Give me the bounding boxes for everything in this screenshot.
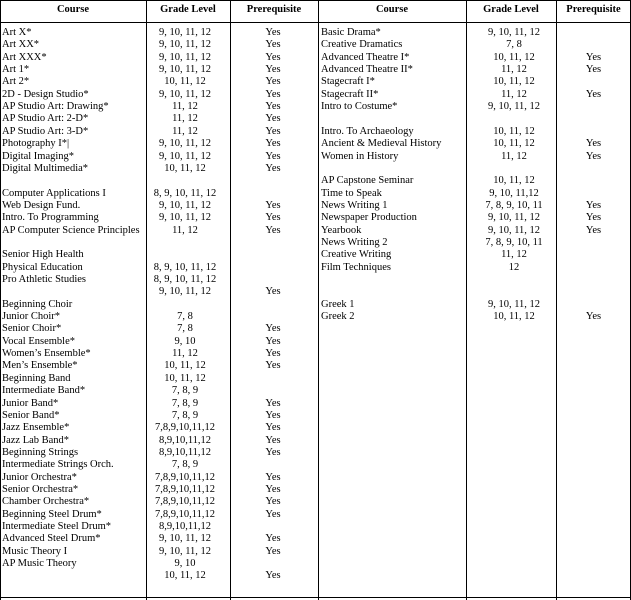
grade-level-cell: 11, 12	[172, 224, 198, 236]
grade-level-cell: 8, 9, 10, 11, 12	[153, 261, 217, 273]
table-row	[0, 249, 631, 261]
course-cell: Art 2*	[2, 76, 30, 88]
prerequisite-cell: Yes	[265, 446, 281, 458]
table-row	[0, 348, 631, 360]
course-cell: Junior Orchestra*	[2, 471, 77, 483]
grade-level-cell: 7,8,9,10,11,12	[155, 508, 215, 520]
grade-level-cell: 7, 8, 9, 10, 11	[485, 199, 543, 211]
table-row	[0, 385, 631, 397]
table-row	[0, 459, 631, 471]
course-cell: Advanced Theatre II*	[321, 64, 413, 76]
header-prereq-left: Prerequisite	[246, 4, 302, 15]
course-cell: Newspaper Production	[321, 212, 417, 224]
prerequisite-cell: Yes	[265, 125, 281, 137]
prerequisite-cell: Yes	[265, 76, 281, 88]
grade-level-cell: 9, 10, 11, 12	[158, 51, 212, 63]
grade-level-cell: 9, 10, 11, 12	[487, 101, 541, 113]
grade-level-cell: 10, 11, 12	[164, 570, 206, 582]
header-grade-left: Grade Level	[160, 4, 216, 15]
prerequisite-cell: Yes	[585, 150, 602, 162]
table-row	[0, 336, 631, 348]
prerequisite-cell: Yes	[265, 323, 281, 335]
course-cell: Digital Multimedia*	[2, 162, 89, 174]
grade-level-cell: 9, 10	[174, 558, 196, 570]
course-cell: Intro to Costume*	[321, 101, 398, 113]
prerequisite-cell: Yes	[265, 533, 281, 545]
table-row	[0, 472, 631, 484]
header-course-left: Course	[56, 4, 90, 15]
course-cell: Beginning Choir	[2, 298, 73, 310]
table-row	[0, 237, 631, 249]
prerequisite-cell: Yes	[585, 311, 602, 323]
grade-level-cell: 9, 10, 11, 12	[158, 39, 212, 51]
prerequisite-cell: Yes	[265, 422, 281, 434]
prerequisite-cell: Yes	[585, 199, 602, 211]
table-row	[0, 39, 631, 51]
prerequisite-cell: Yes	[585, 64, 602, 76]
table-row	[0, 76, 631, 88]
grade-level-cell: 7,8,9,10,11,12	[155, 496, 215, 508]
course-cell: Intermediate Band*	[2, 385, 86, 397]
table-row	[0, 496, 631, 508]
prerequisite-cell: Yes	[265, 39, 281, 51]
table-row	[0, 151, 631, 163]
grade-level-cell: 7,8,9,10,11,12	[155, 483, 215, 495]
table-row	[0, 89, 631, 101]
header-divider	[0, 22, 631, 23]
table-row	[0, 126, 631, 138]
prerequisite-cell: Yes	[265, 51, 281, 63]
grade-level-cell: 10, 11, 12	[164, 360, 206, 372]
table-row	[0, 212, 631, 224]
grade-level-cell: 11, 12	[501, 150, 527, 162]
grade-level-cell: 8,9,10,11,12	[158, 521, 212, 532]
course-cell: Greek 2	[321, 311, 355, 323]
grade-level-cell: 9, 10, 11, 12	[158, 27, 212, 38]
grade-level-cell: 9, 10, 11, 12	[487, 298, 541, 310]
course-cell: Art XXX*	[2, 51, 47, 63]
prerequisite-cell: Yes	[265, 335, 281, 347]
course-cell: News Writing 1	[321, 199, 388, 211]
header-prereq-right: Prerequisite	[566, 4, 621, 15]
course-cell: Jazz Lab Band*	[2, 434, 70, 446]
course-cell: AP Studio Art: 3-D*	[2, 125, 89, 137]
table-row	[0, 101, 631, 113]
table-row	[0, 262, 631, 274]
table-row	[0, 398, 631, 410]
grade-level-cell: 9, 10, 11, 12	[487, 27, 541, 38]
table-row	[0, 509, 631, 521]
header-grade-right: Grade Level	[483, 4, 539, 15]
course-cell: News Writing 2	[321, 236, 388, 248]
course-cell: Film Techniques	[321, 261, 391, 273]
prerequisite-cell: Yes	[265, 64, 281, 76]
table-row	[0, 533, 631, 545]
table-row	[0, 163, 631, 175]
grade-level-cell: 9, 10, 11, 12	[158, 64, 212, 76]
course-cell: Junior Band*	[2, 397, 59, 409]
grade-level-cell: 12	[508, 261, 520, 273]
prerequisite-cell: Yes	[585, 224, 602, 236]
grade-level-cell: 11, 12	[501, 88, 527, 100]
course-cell: Music Theory I	[2, 545, 68, 557]
course-cell: Men’s Ensemble*	[2, 360, 78, 372]
prerequisite-cell: Yes	[265, 286, 281, 298]
grade-level-cell: 10, 11, 12	[164, 162, 206, 174]
grade-level-cell: 9, 10, 11, 12	[487, 212, 541, 224]
table-row	[0, 52, 631, 64]
grade-level-cell: 10, 11, 12	[164, 76, 206, 88]
table-row	[0, 360, 631, 372]
course-cell: Computer Applications I	[2, 187, 106, 199]
prerequisite-cell: Yes	[265, 397, 281, 409]
table-row	[0, 546, 631, 558]
course-cell: AP Studio Art: 2-D*	[2, 113, 89, 125]
grade-level-cell: 8, 9, 10, 11, 12	[153, 187, 217, 199]
prerequisite-cell: Yes	[265, 212, 281, 224]
grade-level-cell: 9, 10, 11, 12	[158, 212, 212, 224]
grade-level-cell: 11, 12	[172, 348, 198, 360]
grade-level-cell: 7, 8, 9	[171, 459, 199, 471]
course-cell: AP Computer Science Principles	[2, 224, 140, 236]
course-cell: Women’s Ensemble*	[2, 348, 91, 360]
prerequisite-cell: Yes	[265, 471, 281, 483]
prerequisite-cell: Yes	[265, 570, 281, 582]
grade-level-cell: 7,8,9,10,11,12	[155, 422, 215, 434]
grade-level-cell: 7, 8, 9, 10, 11	[485, 236, 543, 248]
table-row	[0, 299, 631, 311]
table-row	[0, 311, 631, 323]
prerequisite-cell: Yes	[265, 101, 281, 113]
course-cell: Time to Speak	[321, 187, 382, 199]
grade-level-cell: 7, 8, 9	[171, 397, 199, 409]
table-row	[0, 286, 631, 298]
course-cell: Stagecraft I*	[321, 76, 375, 88]
grade-level-cell: 7, 8	[177, 323, 193, 335]
course-cell: Yearbook	[321, 224, 362, 236]
prerequisite-cell: Yes	[265, 224, 281, 236]
course-cell: Senior High Health	[2, 249, 84, 261]
course-cell: Intro. To Archaeology	[321, 125, 414, 137]
course-cell: Women in History	[321, 150, 399, 162]
grade-level-cell: 7,8,9,10,11,12	[155, 471, 215, 483]
course-cell: Intermediate Strings Orch.	[2, 459, 114, 471]
table-row	[0, 410, 631, 422]
course-cell: Art X*	[2, 27, 32, 38]
grade-level-cell: 11, 12	[501, 64, 527, 76]
grade-level-cell: 9, 10	[174, 335, 196, 347]
course-cell: Pro Athletic Studies	[2, 274, 86, 285]
table-row	[0, 435, 631, 447]
grade-level-cell: 9, 10, 11, 12	[487, 224, 541, 236]
course-cell: Beginning Band	[2, 372, 71, 384]
grade-level-cell: 9, 10, 11, 12	[158, 88, 212, 100]
table-row	[0, 64, 631, 76]
course-cell: Digital Imaging*	[2, 150, 75, 162]
grade-level-cell: 7, 8, 9	[171, 385, 199, 397]
grade-level-cell: 8, 9, 10, 11, 12	[153, 274, 217, 285]
table-row	[0, 570, 631, 582]
table-row	[0, 484, 631, 496]
prerequisite-cell: Yes	[265, 348, 281, 360]
course-cell: Advanced Steel Drum*	[2, 533, 101, 545]
table-border-bottom	[0, 597, 631, 598]
table-row	[0, 373, 631, 385]
grade-level-cell: 10, 11, 12	[493, 138, 535, 150]
prerequisite-cell: Yes	[585, 138, 602, 150]
grade-level-cell: 11, 12	[501, 249, 527, 261]
grade-level-cell: 7, 8	[177, 311, 193, 323]
grade-level-cell: 9, 10, 11, 12	[158, 533, 212, 545]
course-cell: Junior Choir*	[2, 311, 61, 323]
prerequisite-cell: Yes	[265, 483, 281, 495]
prerequisite-cell: Yes	[585, 212, 602, 224]
grade-level-cell: 8,9,10,11,12	[158, 434, 212, 446]
course-cell: Art XX*	[2, 39, 40, 51]
prerequisite-cell: Yes	[265, 545, 281, 557]
prerequisite-cell: Yes	[265, 360, 281, 372]
grade-level-cell: 9, 10, 11, 12	[158, 545, 212, 557]
prerequisite-cell: Yes	[265, 409, 281, 421]
course-cell: Senior Band*	[2, 409, 60, 421]
course-cell: Vocal Ensemble*	[2, 335, 75, 347]
prerequisite-cell: Yes	[265, 496, 281, 508]
prerequisite-cell: Yes	[265, 162, 281, 174]
course-cell: Photography I*|	[2, 138, 70, 150]
course-cell: Stagecraft II*	[321, 88, 379, 100]
table-row	[0, 323, 631, 335]
prerequisite-cell: Yes	[265, 27, 281, 38]
grade-level-cell: 8,9,10,11,12	[158, 446, 212, 458]
course-cell: AP Music Theory	[2, 558, 77, 570]
course-cell: Ancient & Medieval History	[321, 138, 442, 150]
table-row	[0, 521, 631, 533]
prerequisite-cell: Yes	[265, 138, 281, 150]
grade-level-cell: 10, 11, 12	[493, 125, 535, 137]
prerequisite-cell: Yes	[265, 88, 281, 100]
course-cell: Greek 1	[321, 298, 355, 310]
table-row	[0, 558, 631, 570]
prerequisite-cell: Yes	[585, 88, 602, 100]
course-cell: Web Design Fund.	[2, 199, 81, 211]
grade-level-cell: 10, 11, 12	[164, 372, 206, 384]
table-row	[0, 175, 631, 187]
prerequisite-cell: Yes	[265, 150, 281, 162]
grade-level-cell: 9, 10, 11, 12	[158, 150, 212, 162]
course-cell: Advanced Theatre I*	[321, 51, 410, 63]
course-cell: Creative Writing	[321, 249, 392, 261]
table-row	[0, 274, 631, 286]
course-cell: Senior Orchestra*	[2, 483, 79, 495]
grade-level-cell: 10, 11, 12	[493, 76, 535, 88]
grade-level-cell: 10, 11, 12	[493, 311, 535, 323]
course-cell: Intermediate Steel Drum*	[2, 521, 112, 532]
course-cell: Art 1*	[2, 64, 30, 76]
prerequisite-cell: Yes	[265, 434, 281, 446]
table-row	[0, 200, 631, 212]
course-cell: Beginning Strings	[2, 446, 79, 458]
grade-level-cell: 10, 11, 12	[493, 51, 535, 63]
table-border-top	[0, 0, 631, 1]
course-cell: Jazz Ensemble*	[2, 422, 70, 434]
header-course-right: Course	[375, 4, 409, 15]
course-cell: AP Capstone Seminar	[321, 175, 414, 187]
grade-level-cell: 7, 8	[506, 39, 522, 51]
grade-level-cell: 9, 10, 11,12	[489, 187, 539, 199]
course-cell: Beginning Steel Drum*	[2, 508, 102, 520]
prerequisite-cell: Yes	[265, 113, 281, 125]
course-cell: Creative Dramatics	[321, 39, 403, 51]
grade-level-cell: 11, 12	[172, 125, 198, 137]
grade-level-cell: 11, 12	[172, 101, 198, 113]
table-row	[0, 138, 631, 150]
table-row	[0, 422, 631, 434]
course-cell: Senior Choir*	[2, 323, 62, 335]
table-row	[0, 113, 631, 125]
table-row	[0, 27, 631, 39]
grade-level-cell: 9, 10, 11, 12	[158, 286, 212, 298]
course-cell: Intro. To Programming	[2, 212, 99, 224]
grade-level-cell: 10, 11, 12	[493, 175, 535, 187]
grade-level-cell: 11, 12	[172, 113, 198, 125]
prerequisite-cell: Yes	[585, 51, 602, 63]
grade-level-cell: 9, 10, 11, 12	[158, 138, 212, 150]
course-cell: 2D - Design Studio*	[2, 88, 89, 100]
course-cell: Basic Drama*	[321, 27, 381, 38]
course-cell: Physical Education	[2, 261, 83, 273]
table-row	[0, 188, 631, 200]
grade-level-cell: 7, 8, 9	[171, 409, 199, 421]
table-row	[0, 447, 631, 459]
grade-level-cell: 9, 10, 11, 12	[158, 199, 212, 211]
prerequisite-cell: Yes	[265, 199, 281, 211]
course-cell: AP Studio Art: Drawing*	[2, 101, 109, 113]
prerequisite-cell: Yes	[265, 508, 281, 520]
table-row	[0, 225, 631, 237]
course-cell: Chamber Orchestra*	[2, 496, 90, 508]
